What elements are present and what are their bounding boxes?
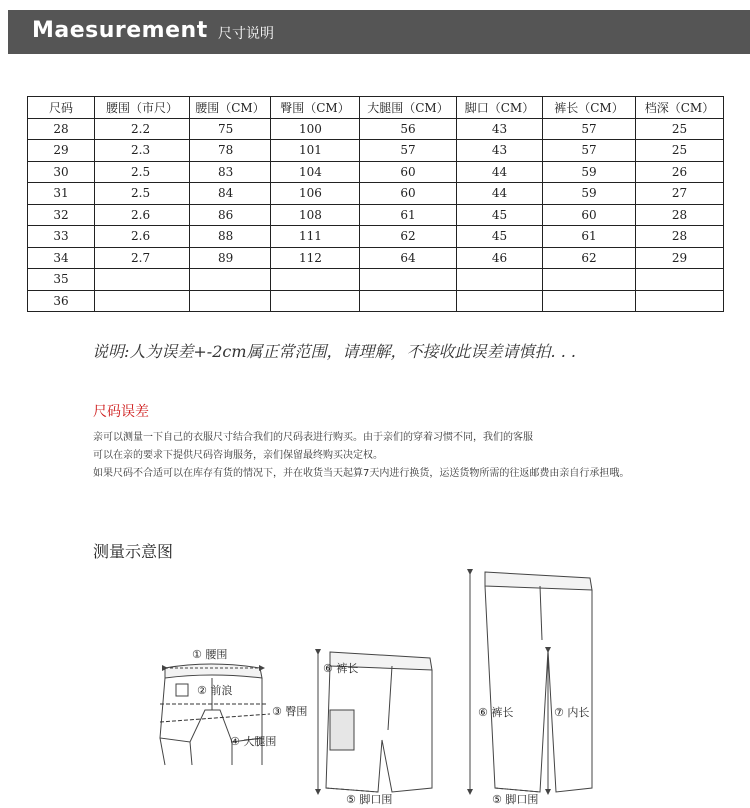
table-cell: 57 xyxy=(543,140,636,162)
table-cell xyxy=(271,269,360,291)
table-cell xyxy=(457,290,543,312)
table-cell xyxy=(636,269,724,291)
table-cell: 2.7 xyxy=(95,247,190,269)
table-cell: 46 xyxy=(457,247,543,269)
table-cell xyxy=(95,290,190,312)
table-cell xyxy=(543,269,636,291)
col-header: 腰围（CM） xyxy=(190,97,271,119)
table-cell: 29 xyxy=(28,140,95,162)
label-length-short: ⑥ 裤长 xyxy=(323,662,359,675)
table-cell: 61 xyxy=(543,226,636,248)
table-cell: 34 xyxy=(28,247,95,269)
table-row xyxy=(28,247,724,269)
pants-top-view xyxy=(160,664,270,765)
table-cell: 2.6 xyxy=(95,204,190,226)
table-cell: 43 xyxy=(457,140,543,162)
table-cell: 100 xyxy=(271,118,360,140)
label-thigh: ④ 大腿围 xyxy=(230,735,277,748)
table-row xyxy=(28,161,724,183)
error-note: 说明:人为误差+-2cm属正常范围，请理解，不接收此误差请慎拍. . . xyxy=(92,342,576,361)
col-header: 尺码 xyxy=(28,97,95,119)
table-row xyxy=(28,140,724,162)
table-cell: 36 xyxy=(28,290,95,312)
table-cell: 2.6 xyxy=(95,226,190,248)
size-error-line: 如果尺码不合适可以在库存有货的情况下，并在收货当天起算7天内进行换货，运送货物所需的往返邮费由亲自行承担哦。 xyxy=(93,468,630,479)
table-cell: 84 xyxy=(190,183,271,205)
table-header-row xyxy=(28,97,724,119)
table-cell xyxy=(190,290,271,312)
label-hem-long: ⑤ 脚口围 xyxy=(492,793,539,806)
size-error-title: 尺码误差 xyxy=(93,404,149,420)
table-cell: 108 xyxy=(271,204,360,226)
label-length-long: ⑥ 裤长 xyxy=(478,706,514,719)
col-header: 脚口（CM） xyxy=(457,97,543,119)
table-row xyxy=(28,204,724,226)
table-cell: 88 xyxy=(190,226,271,248)
label-hip: ③ 臀围 xyxy=(272,705,308,718)
label-waist: ① 腰围 xyxy=(192,648,228,661)
table-cell: 101 xyxy=(271,140,360,162)
table-row xyxy=(28,118,724,140)
table-cell: 86 xyxy=(190,204,271,226)
table-cell: 104 xyxy=(271,161,360,183)
table-cell xyxy=(360,269,457,291)
table-cell: 60 xyxy=(543,204,636,226)
table-cell: 2.5 xyxy=(95,183,190,205)
label-front-rise: ② 前浪 xyxy=(197,684,233,697)
table-cell: 61 xyxy=(360,204,457,226)
table-cell xyxy=(271,290,360,312)
pants-long-view xyxy=(470,572,592,792)
table-cell: 56 xyxy=(360,118,457,140)
table-cell: 78 xyxy=(190,140,271,162)
table-cell: 111 xyxy=(271,226,360,248)
table-cell: 29 xyxy=(636,247,724,269)
table-cell: 60 xyxy=(360,161,457,183)
table-cell: 26 xyxy=(636,161,724,183)
col-header: 臀围（CM） xyxy=(271,97,360,119)
table-cell: 2.2 xyxy=(95,118,190,140)
header-title-cn: 尺寸说明 xyxy=(218,26,274,42)
col-header: 档深（CM） xyxy=(636,97,724,119)
label-inseam: ⑦ 内长 xyxy=(554,706,590,719)
table-cell: 27 xyxy=(636,183,724,205)
table-cell: 62 xyxy=(360,226,457,248)
table-cell: 2.5 xyxy=(95,161,190,183)
table-row xyxy=(28,226,724,248)
table-cell: 64 xyxy=(360,247,457,269)
table-row xyxy=(28,290,724,312)
label-hem-short: ⑤ 脚口围 xyxy=(346,793,393,806)
table-cell xyxy=(360,290,457,312)
size-error-line: 亲可以测量一下自己的衣服尺寸结合我们的尺码表进行购买。由于亲们的穿着习惯不同，我们的客服 xyxy=(93,432,533,443)
table-cell: 33 xyxy=(28,226,95,248)
table-cell: 28 xyxy=(28,118,95,140)
table-row xyxy=(28,183,724,205)
col-header: 大腿围（CM） xyxy=(360,97,457,119)
table-cell: 62 xyxy=(543,247,636,269)
table-cell xyxy=(457,269,543,291)
size-error-line: 可以在亲的要求下提供尺码咨询服务，亲们保留最终购买决定权。 xyxy=(93,450,383,461)
table-cell: 30 xyxy=(28,161,95,183)
header-title-en: Maesurement xyxy=(32,18,208,43)
table-cell: 44 xyxy=(457,161,543,183)
col-header: 腰围（市尺） xyxy=(95,97,190,119)
table-cell xyxy=(190,269,271,291)
col-header: 裤长（CM） xyxy=(543,97,636,119)
table-cell: 89 xyxy=(190,247,271,269)
table-cell: 2.3 xyxy=(95,140,190,162)
table-cell: 83 xyxy=(190,161,271,183)
table-cell: 28 xyxy=(636,226,724,248)
table-cell: 28 xyxy=(636,204,724,226)
table-cell: 32 xyxy=(28,204,95,226)
table-cell: 59 xyxy=(543,161,636,183)
measure-title: 测量示意图 xyxy=(93,542,174,561)
table-cell: 44 xyxy=(457,183,543,205)
page-header xyxy=(8,10,750,54)
table-cell: 75 xyxy=(190,118,271,140)
table-cell: 35 xyxy=(28,269,95,291)
table-cell xyxy=(636,290,724,312)
table-cell: 106 xyxy=(271,183,360,205)
table-cell: 25 xyxy=(636,140,724,162)
table-row xyxy=(28,269,724,291)
table-cell xyxy=(543,290,636,312)
table-cell: 60 xyxy=(360,183,457,205)
table-cell: 59 xyxy=(543,183,636,205)
table-cell: 57 xyxy=(543,118,636,140)
table-cell: 57 xyxy=(360,140,457,162)
table-cell: 25 xyxy=(636,118,724,140)
size-table xyxy=(27,96,724,312)
table-cell: 31 xyxy=(28,183,95,205)
table-cell: 45 xyxy=(457,226,543,248)
measurement-diagram xyxy=(0,560,750,808)
table-cell: 112 xyxy=(271,247,360,269)
table-cell: 43 xyxy=(457,118,543,140)
table-cell: 45 xyxy=(457,204,543,226)
table-cell xyxy=(95,269,190,291)
